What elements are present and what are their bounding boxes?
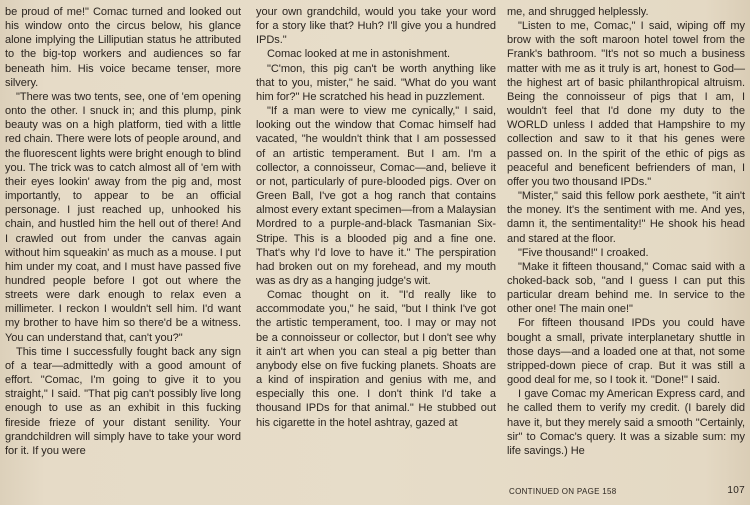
paragraph: For fifteen thousand IPDs you could have bought a small, private interplanetary shuttle in those days—and a loaded one at that, not some stripped-down piece of crap. But it was still a good deal for me, so I took it. "Done!" I said.: [507, 317, 745, 387]
text-column-1: [5, 5, 241, 458]
text-column-3: [507, 5, 745, 458]
paragraph: This time I successfully fought back any sign of a tear—admittedly with a good amount of effort. "Comac, I'm going to give it to you straight," I said. "That pig can't possibly live long enough to use as an exhibit in this fucking fireside frieze of your distant senility. Your grandchildren will simply have to take your word for it. If you were: [5, 345, 241, 457]
paragraph: Comac looked at me in astonishment.: [267, 48, 451, 61]
page-number: 107: [727, 485, 745, 496]
continued-notice: CONTINUED ON PAGE 158: [509, 487, 617, 496]
paragraph: me, and shrugged helplessly.: [507, 6, 649, 18]
paragraph: "Five thousand!" I croaked.: [518, 246, 649, 259]
paragraph: your own grandchild, would you take your word for a story like that? Huh? I'll give you a hundred IPDs.": [256, 6, 496, 47]
paragraph: "Listen to me, Comac," I said, wiping off my brow with the soft maroon hotel towel from the Frank's bathroom. "It's not so much a business matter with me as it truly is art, honest to God—the highest art of basic philanthropical altruism. Being the connoisseur of pigs that I am, I wouldn't feel that I'd done my duty to the WORLD unless I added that Hampshire to my collection and saw to it that his genes were passed on. In the spirit of the ethic of pigs as peaceful and beneficent befrienders of man, I offer you two thousand IPDs.": [507, 20, 745, 188]
paragraph: "Mister," said this fellow pork aesthete, "it ain't the money. It's the sentiment with me. And yes, damn it, the sentimentality!" He shook his head and stared at the floor.: [507, 190, 745, 245]
paragraph: be proud of me!" Comac turned and looked out his window onto the circus below, his glance alone implying the Lilliputian status he attributed to the big-top workers and audiences so far beneath him. His voice became tenser, more silvery.: [5, 6, 241, 89]
text-column-2: [256, 5, 496, 430]
paragraph: "If a man were to view me cynically," I said, looking out the window that Comac himself had vacated, "he wouldn't think that I am possessed of an artistic temperament. But I am. I'm a collector, a connoisseur, Comac—and, believe it or not, particularly of pure-blooded pigs. Over on Green Ball, I've got a hog ranch that contains almost every extant specimen—from a Malaysian Mordred to a purple-and-black Tasmanian Six-Stripe. This is a blooded pig and a fine one. That's why I'd love to have it." The perspiration had broken out on my forehead, and my mouth was as dry as a hanging judge's wit.: [256, 105, 496, 287]
paragraph: "C'mon, this pig can't be worth anything like that to you, mister," he said. "What do you want him for?" He scratched his head in puzzlement.: [256, 62, 496, 103]
paragraph: "Make it fifteen thousand," Comac said with a choked-back sob, "and I guess I can put this particular dream behind me. In service to the other one! The main one!": [507, 260, 745, 316]
paragraph: "There was two tents, see, one of 'em opening onto the other. I snuck in; and this plump, pink beauty was on a high platform, tied with a little red chain. There were lots of people around, and the fluorescent lights were bright enough to blind you. The trick was to catch almost all of 'em with their eyes lookin' away from the pig and, most importantly, to appear to be an official personage. I just reached up, unhooked his chain, and hustled him the hell out of there! And I crawled out from under the canvas again without him squeakin' as much as a mouse. I put him under my coat, and I must have passed five hundred people before I got out where the streets were dark enough to relax even a millimeter. I reckon I wouldn't sell him. I'd want my brother to have him so there'd be a witness. You can understand that, can't you?": [5, 90, 241, 344]
paragraph: Comac thought on it. "I'd really like to accommodate you," he said, "but I think I've got the artistic temperament, too. I may or may not be a connoisseur or collector, but I don't see why it ain't art when you can steal a pig better than anybody else on five fucking planets. Shoats are a kind of inspiration and genius with me, and especially this one. I don't think I'd take a thousand IPDs for that animal." He stubbed out his cigarette in the hotel ashtray, gazed at: [256, 289, 496, 429]
paragraph: I gave Comac my American Express card, and he called them to verify my credit. (I barely did have it, but they merely said a smooth "Certainly, sir" to Comac's query. It was a sizable sum: my life savings.) He: [507, 388, 745, 457]
